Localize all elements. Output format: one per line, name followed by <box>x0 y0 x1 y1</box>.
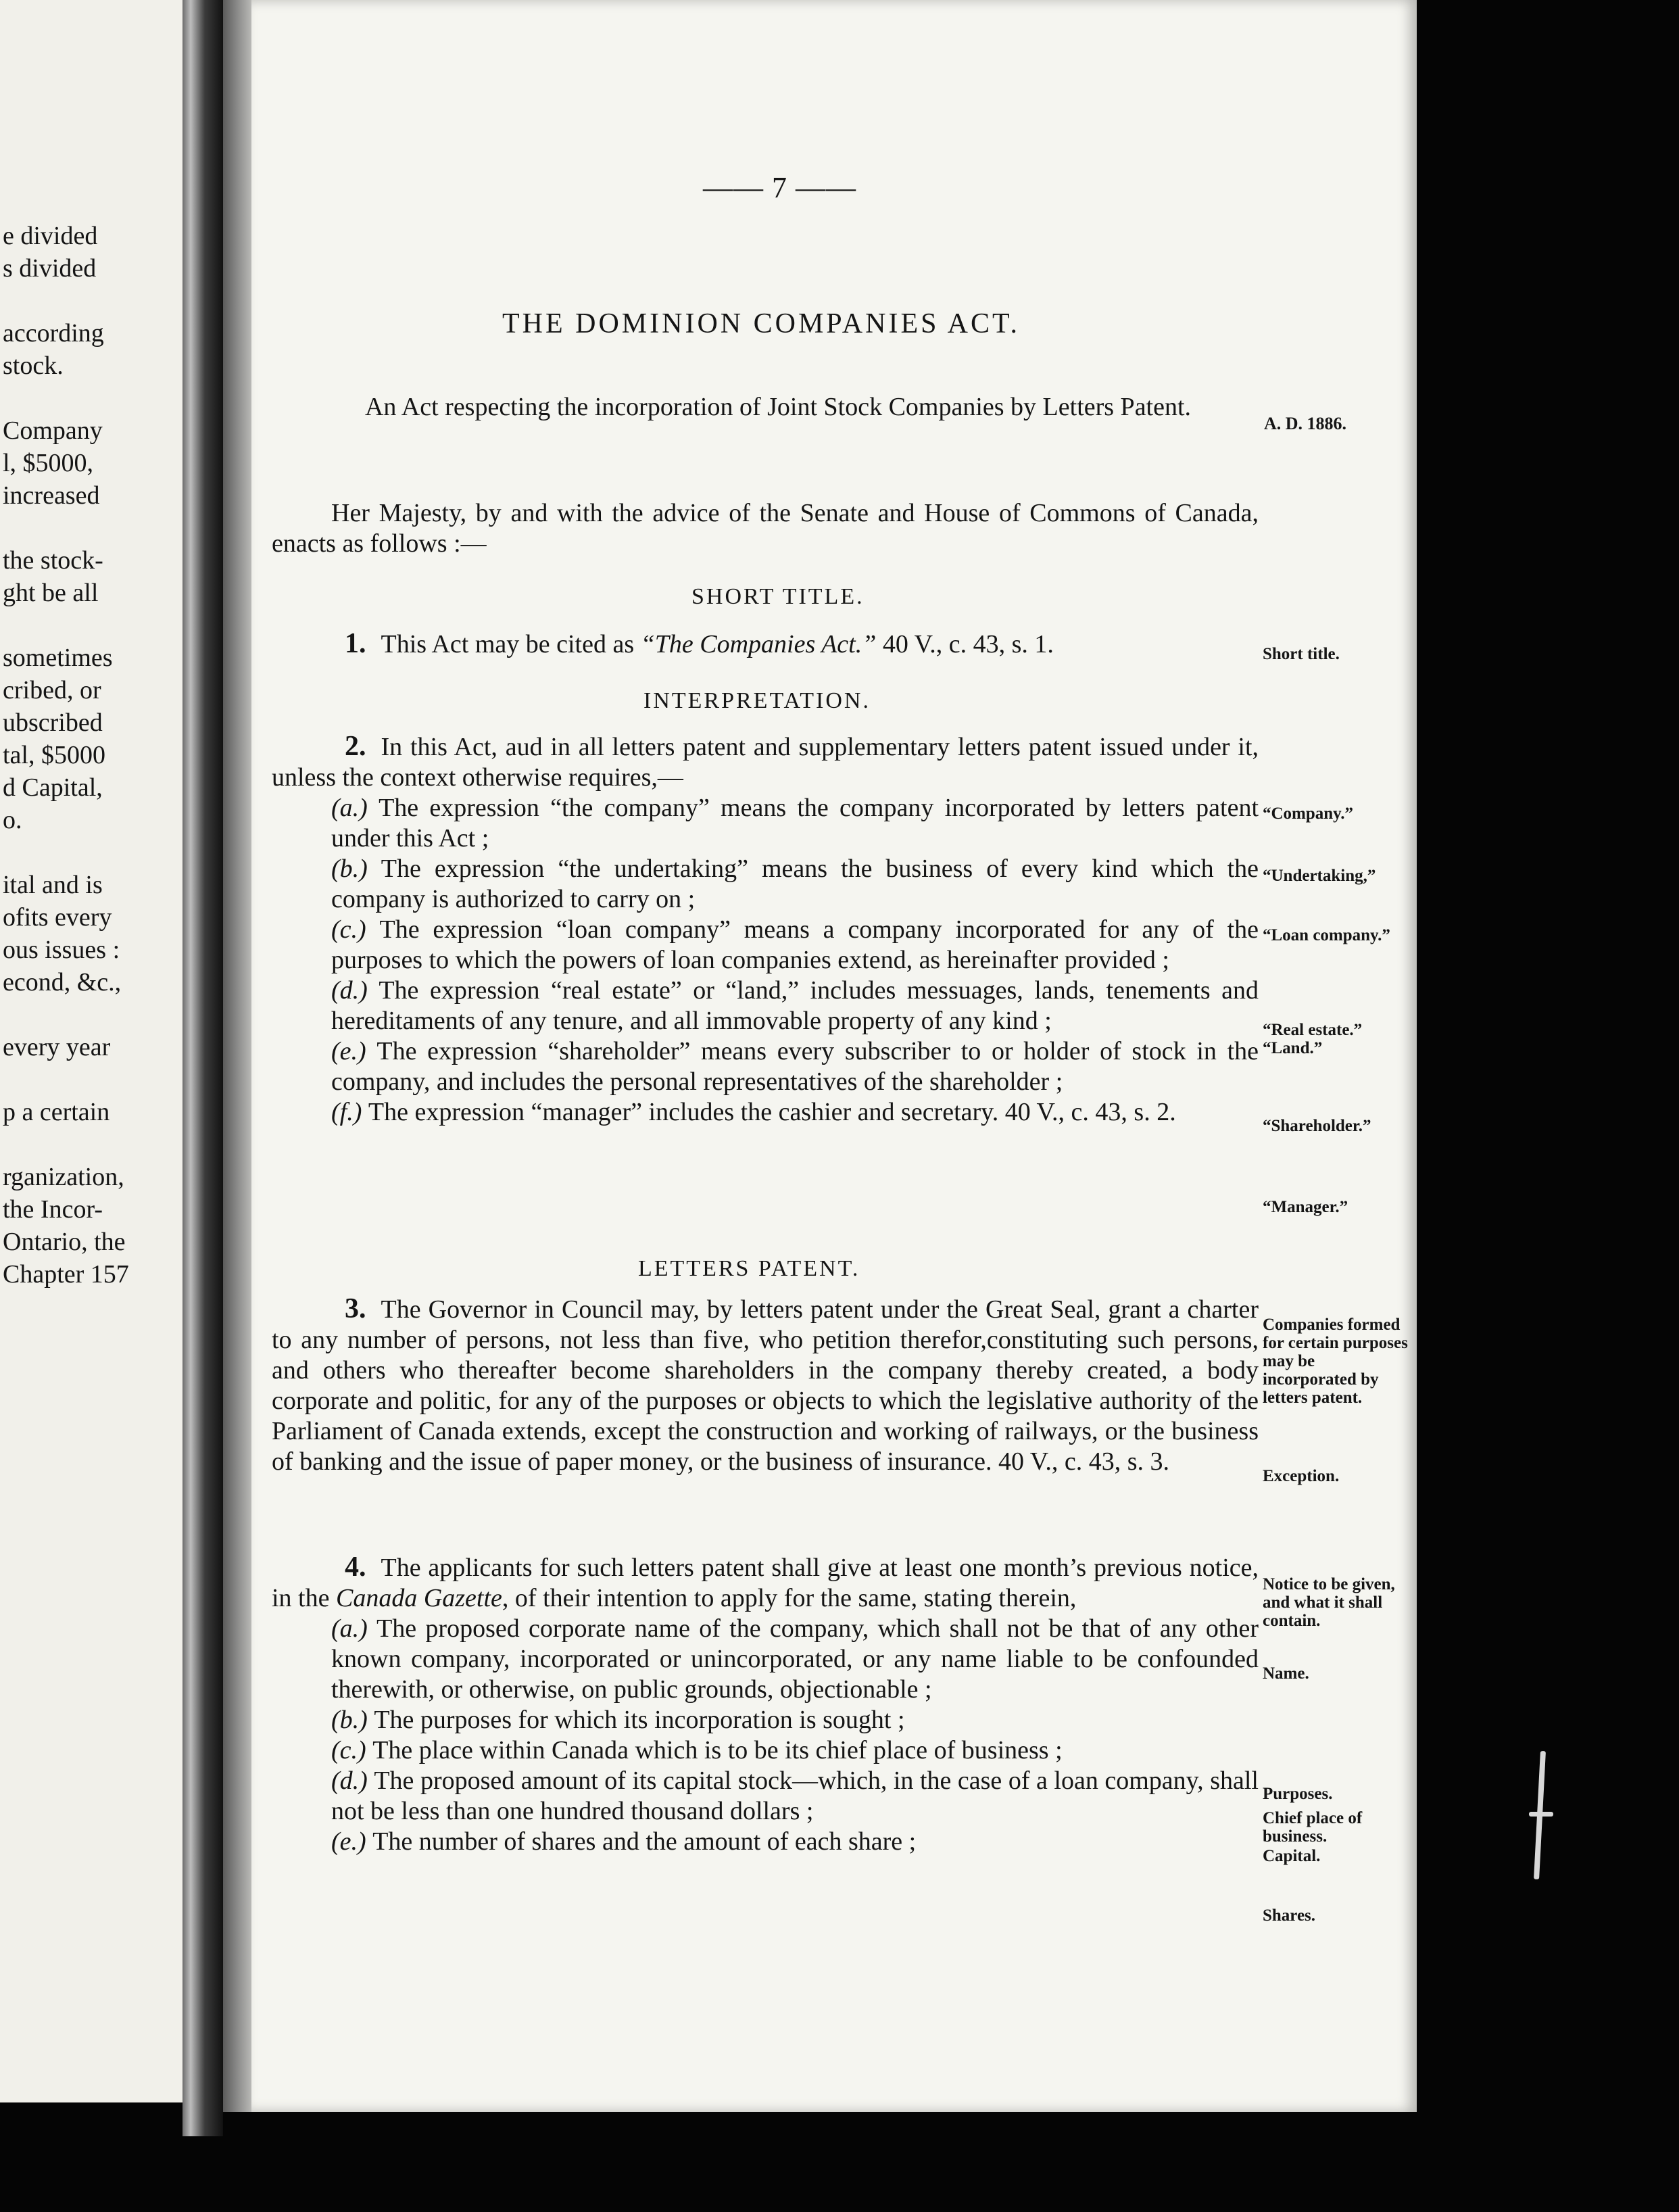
scan-background <box>1417 0 1679 2212</box>
subsection-item: (b.) The purposes for which its incorporation is sought ; <box>331 1706 905 1734</box>
section-number: 1. <box>345 628 366 659</box>
left-page-line: every year <box>3 1033 111 1061</box>
left-page-line: ital and is <box>3 871 103 899</box>
act-subtitle: An Act respecting the incorporation of Joint Stock Companies by Letters Patent. <box>364 393 1192 421</box>
subsection-item: (d.) The expression “real estate” or “land,” includes messuages, lands, tenements and hereditaments of any tenure, and all immovable property of any kind ; <box>331 976 1259 1035</box>
left-page-line: the Incor- <box>3 1195 103 1224</box>
subsection-item: (d.) The proposed amount of its capital stock—which, in the case of a loan company, shall not be less than one hundred thousand dollars ; <box>331 1766 1259 1825</box>
left-page-line: econd, &c., <box>3 968 122 996</box>
left-page-line: s divided <box>3 254 97 283</box>
scan-background-bottom <box>223 2112 1417 2212</box>
left-page-line: ous issues : <box>3 936 120 964</box>
left-page-line: d Capital, <box>3 773 103 802</box>
left-page-line: o. <box>3 806 22 834</box>
subsection-item: (f.) The expression “manager” includes the cashier and secretary. 40 V., c. 43, s. 2. <box>331 1098 1176 1126</box>
left-page-line: tal, $5000 <box>3 741 105 769</box>
page-title: THE DOMINION COMPANIES ACT. <box>502 308 1021 339</box>
left-page-line: Company <box>3 416 103 445</box>
left-page-line: ofits every <box>3 903 112 932</box>
margin-note: “Company.” <box>1263 804 1354 823</box>
short-title-heading: SHORT TITLE. <box>691 584 865 609</box>
subsection-item: (a.) The expression “the company” means the company incorporated by letters patent under this Act ; <box>331 794 1259 852</box>
margin-note: Purposes. <box>1263 1785 1333 1803</box>
margin-note-companies: Companies formed for certain purposes may be incorporated by letters patent. <box>1263 1316 1408 1407</box>
left-page-line: according <box>3 319 104 347</box>
interpretation-heading: INTERPRETATION. <box>643 688 871 713</box>
page-number: —— 7 —— <box>703 171 856 204</box>
subsection-item: (e.) The expression “shareholder” means every subscriber to or holder of stock in the company, and includes the personal representatives of the shareholder ; <box>331 1037 1259 1096</box>
section-1: 1. This Act may be cited as “The Companies Act.” 40 V., c. 43, s. 1. <box>272 629 1259 660</box>
section-3: 3. The Governor in Council may, by letters patent under the Great Seal, grant a charter to any number of persons, not less than five, who petition therefor,constituting such persons, and others who thereafter become shareholders in the company thereby created, a body corporate and politic, for any of the purposes or objects to which the legislative authority of the Parliament of Canada extends, except the construction and working of railways, or the business of banking and the issue of paper money, or the business of insurance. 40 V., c. 43, s. 3. <box>272 1293 1259 1476</box>
margin-note-short-title: Short title. <box>1263 645 1340 663</box>
margin-note: Capital. <box>1263 1847 1321 1865</box>
margin-note: Shares. <box>1263 1906 1316 1925</box>
margin-note-exception: Exception. <box>1263 1467 1340 1485</box>
left-page-fragment <box>0 0 182 2102</box>
left-page-line: p a certain <box>3 1098 110 1126</box>
margin-note: Name. <box>1263 1664 1309 1683</box>
section-4: 4. The applicants for such letters patent shall give at least one month’s previous notice, in the Canada Gazette, of their intention to apply for the same, stating therein, (a.) The proposed corporate name of the company, which shall not be that of any other known company, incorporated or unincorporated, or any name liable to be confounded therewith, or otherwise, on public grounds, objectionable ; (b.) The purposes for which its incorporation is sought ; (c.) The place within Canada which is to be its chief place of business ; (d.) The proposed amount of its capital stock—which, in the case of a loan company, shall not be less than one hundred thousand dollars ; (e.) The number of shares and the amount of each share ; <box>272 1552 1259 1856</box>
left-page-line: l, $5000, <box>3 449 94 477</box>
left-page-line: cribed, or <box>3 676 101 704</box>
margin-note: “Loan company.” <box>1263 926 1390 944</box>
year-note: A. D. 1886. <box>1264 414 1347 433</box>
letters-patent-heading: LETTERS PATENT. <box>638 1256 860 1281</box>
subsection-item: (a.) The proposed corporate name of the company, which shall not be that of any other known company, incorporated or unincorporated, or any name liable to be confounded therewith, or otherwise, on public grounds, objectionable ; <box>331 1614 1259 1704</box>
left-page-line: ght be all <box>3 579 99 607</box>
subsection-item: (c.) The expression “loan company” means a company incorporated for any of the purposes to which the powers of loan companies extend, as hereinafter provided ; <box>331 915 1259 974</box>
left-page-line: the stock- <box>3 546 103 575</box>
margin-note-notice: Notice to be given, and what it shall contain. <box>1263 1575 1395 1630</box>
margin-note: “Manager.” <box>1263 1198 1348 1216</box>
scan-mark <box>1529 1812 1553 1817</box>
left-page-line: e divided <box>3 222 98 250</box>
margin-note: “Real estate.” “Land.” <box>1263 1021 1363 1057</box>
left-page-line: ubscribed <box>3 708 103 737</box>
left-page-line: sometimes <box>3 644 113 672</box>
margin-note: Chief place of business. <box>1263 1809 1363 1846</box>
section-2: 2. In this Act, aud in all letters patent and supplementary letters patent issued under it, unless the context otherwise requires,— (a.) The expression “the company” means the company incorporated by letters patent under this Act ; (b.) The expression “the undertaking” means the business of every kind which the company is authorized to carry on ; (c.) The expression “loan company” means a company incorporated for any of the purposes to which the powers of loan companies extend, as hereinafter provided ; (d.) The expression “real estate” or “land,” includes messuages, lands, tenements and hereditaments of any tenure, and all immovable property of any kind ; (e.) The expression “shareholder” means every subscriber to or holder of stock in the company, and includes the personal representatives of the shareholder ; (f.) The expression “manager” includes the cashier and secretary. 40 V., c. 43, s. 2. <box>272 731 1259 1126</box>
left-page-line: rganization, <box>3 1163 124 1191</box>
left-page-line: increased <box>3 481 100 510</box>
subsection-item: (b.) The expression “the undertaking” means the business of every kind which the company is authorized to carry on ; <box>331 855 1259 913</box>
left-page-line: Ontario, the <box>3 1228 126 1256</box>
subsection-item: (c.) The place within Canada which is to be its chief place of business ; <box>331 1736 1063 1764</box>
margin-note: “Undertaking,” <box>1263 867 1376 885</box>
left-page-line: stock. <box>3 352 64 380</box>
book-spine <box>182 0 223 2136</box>
enacting-clause: Her Majesty, by and with the advice of the Senate and House of Commons of Canada, enacts as follows :— <box>272 499 1259 558</box>
subsection-item: (e.) The number of shares and the amount of each share ; <box>331 1827 917 1856</box>
margin-note: “Shareholder.” <box>1263 1117 1371 1135</box>
left-page-line: Chapter 157 <box>3 1260 129 1289</box>
